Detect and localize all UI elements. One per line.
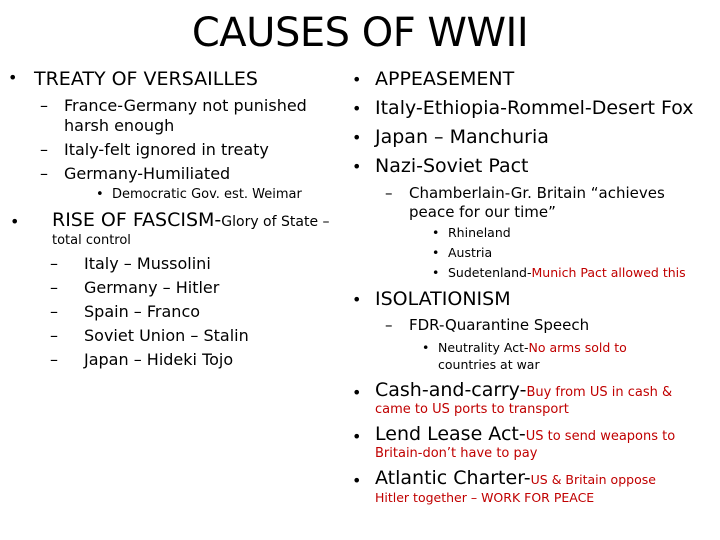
cash-carry-note: came to US ports to transport <box>375 402 569 417</box>
lend-lease-note: US to send weapons to <box>525 429 676 444</box>
fascism-item: Germany – Hitler <box>84 278 220 297</box>
neutrality-act: Neutrality Act- <box>438 340 529 355</box>
sub-bullet-icon: • <box>432 265 440 280</box>
lend-lease-line <box>375 423 675 445</box>
atlantic-heading: Atlantic Charter- <box>375 467 531 489</box>
bullet-icon: • <box>10 212 20 231</box>
cash-carry-heading: Cash-and-carry- <box>375 379 527 401</box>
cash-carry-note: Buy from US in cash & <box>526 385 673 400</box>
appeasement-sub-item: Sudetenland- <box>448 265 532 280</box>
appeasement-item: Nazi-Soviet Pact <box>375 155 529 177</box>
dash-icon: – <box>40 96 48 115</box>
sub-bullet-icon: • <box>432 245 440 260</box>
bullet-icon: • <box>352 70 362 89</box>
dash-icon: – <box>50 326 58 345</box>
fascism-item: Italy – Mussolini <box>84 254 211 273</box>
dash-icon: – <box>50 254 58 273</box>
fascism-item: Soviet Union – Stalin <box>84 326 249 345</box>
versailles-item: Germany-Humiliated <box>64 164 231 183</box>
bullet-icon: • <box>352 427 362 446</box>
dash-icon: – <box>40 164 48 183</box>
bullet-icon: • <box>352 128 362 147</box>
versailles-item: France-Germany not punished <box>64 96 307 115</box>
appeasement-heading: APPEASEMENT <box>375 68 515 90</box>
lend-lease-heading: Lend Lease Act- <box>375 423 526 445</box>
atlantic-note: US & Britain oppose <box>530 472 656 487</box>
appeasement-item: Japan – Manchuria <box>375 126 549 148</box>
neutrality-note: No arms sold to <box>528 340 627 355</box>
sub-bullet-icon: • <box>422 340 430 355</box>
dash-icon: – <box>385 184 393 202</box>
fascism-heading: RISE OF FASCISM- <box>52 209 222 231</box>
fascism-heading-line <box>52 209 330 231</box>
neutrality-line: countries at war <box>438 357 540 372</box>
dash-icon: – <box>50 278 58 297</box>
appeasement-item: Italy-Ethiopia-Rommel-Desert Fox <box>375 97 694 119</box>
isolationism-heading: ISOLATIONISM <box>375 288 511 310</box>
sudetenland-line <box>448 265 686 280</box>
fascism-heading-note: Glory of State – <box>221 214 330 230</box>
chamberlain-line: Chamberlain-Gr. Britain “achieves <box>409 184 665 202</box>
versailles-item: harsh enough <box>64 116 175 135</box>
dash-icon: – <box>50 302 58 321</box>
bullet-icon: • <box>352 99 362 118</box>
slide-title: CAUSES OF WWII <box>191 10 529 56</box>
bullet-icon: • <box>352 471 362 490</box>
bullet-icon: • <box>352 157 362 176</box>
appeasement-sub-item: Austria <box>448 245 493 260</box>
bullet-icon: • <box>352 383 362 402</box>
fascism-subline: total control <box>52 233 131 248</box>
fascism-item: Spain – Franco <box>84 302 201 321</box>
isolationism-item: FDR-Quarantine Speech <box>409 316 590 334</box>
appeasement-sub-item: Rhineland <box>448 225 511 240</box>
cash-carry-line <box>375 379 672 401</box>
versailles-item: Italy-felt ignored in treaty <box>64 140 269 159</box>
atlantic-line <box>375 467 656 489</box>
bullet-icon: • <box>352 290 362 309</box>
sub-bullet-icon: • <box>96 187 104 202</box>
dash-icon: – <box>40 140 48 159</box>
lend-lease-note: Britain-don’t have to pay <box>375 446 538 461</box>
sub-bullet-icon: • <box>432 225 440 240</box>
atlantic-note: Hitler together – WORK FOR PEACE <box>375 490 595 505</box>
dash-icon: – <box>385 316 393 334</box>
neutrality-line <box>438 340 627 355</box>
versailles-heading: TREATY OF VERSAILLES <box>34 68 258 90</box>
versailles-sub-item: Democratic Gov. est. Weimar <box>112 187 302 202</box>
dash-icon: – <box>50 350 58 369</box>
bullet-icon: • <box>8 68 18 87</box>
fascism-item: Japan – Hideki Tojo <box>84 350 234 369</box>
chamberlain-line: peace for our time” <box>409 203 556 221</box>
sudetenland-note: Munich Pact allowed this <box>531 265 686 280</box>
